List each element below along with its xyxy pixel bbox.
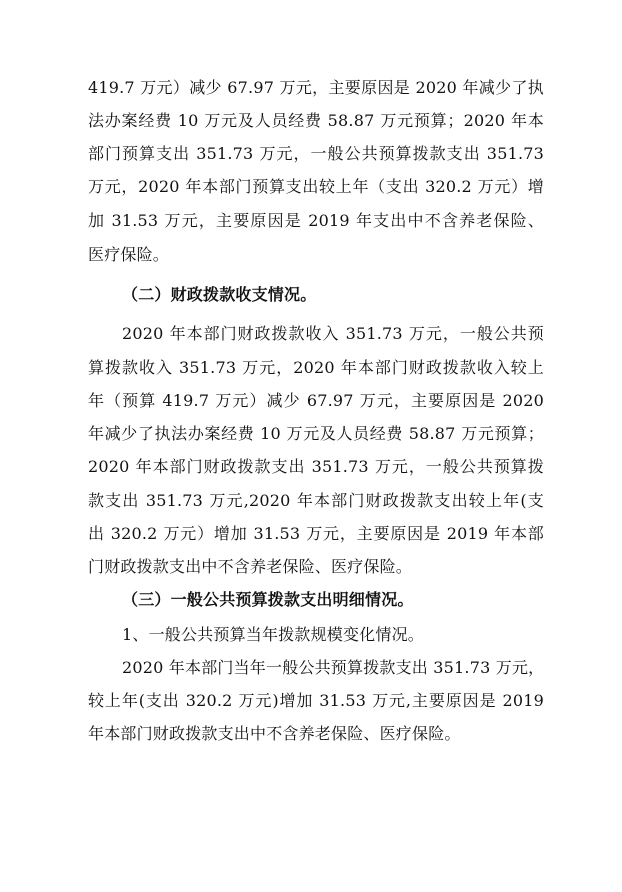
- paragraph-line: 款支出 351.73 万元,2020 年本部门财政拨款支出较上年(支: [88, 491, 544, 510]
- paragraph-line: 年减少了执法办案经费 10 万元及人员经费 58.87 万元预算；: [88, 424, 544, 443]
- section-heading: （三）一般公共预算拨款支出明细情况。: [122, 590, 414, 609]
- paragraph-line: 门财政拨款支出中不含养老保险、医疗保险。: [88, 557, 413, 576]
- paragraph-line: 419.7 万元）减少 67.97 万元，主要原因是 2020 年减少了执: [88, 78, 544, 97]
- paragraph-line: 出 320.2 万元）增加 31.53 万元，主要原因是 2019 年本部: [88, 524, 544, 543]
- paragraph-line: 部门预算支出 351.73 万元，一般公共预算拨款支出 351.73: [88, 144, 544, 163]
- paragraph-line: 年本部门财政拨款支出中不含养老保险、医疗保险。: [88, 724, 461, 743]
- paragraph-line: 1、一般公共预算当年拨款规模变化情况。: [122, 625, 424, 644]
- paragraph-line: 年（预算 419.7 万元）减少 67.97 万元，主要原因是 2020: [88, 391, 544, 410]
- paragraph-line: 2020 年本部门财政拨款收入 351.73 万元，一般公共预: [122, 324, 544, 343]
- paragraph-line: 2020 年本部门当年一般公共预算拨款支出 351.73 万元，: [122, 658, 544, 677]
- paragraph-line: 法办案经费 10 万元及人员经费 58.87 万元预算；2020 年本: [88, 111, 544, 130]
- paragraph-line: 算拨款收入 351.73 万元，2020 年本部门财政拨款收入较上: [88, 358, 544, 377]
- paragraph-line: 较上年(支出 320.2 万元)增加 31.53 万元,主要原因是 2019: [88, 691, 544, 710]
- paragraph-line: 医疗保险。: [88, 245, 170, 264]
- paragraph-line: 加 31.53 万元，主要原因是 2019 年支出中不含养老保险、: [88, 211, 544, 230]
- section-heading: （二）财政拨款收支情况。: [122, 285, 317, 304]
- paragraph-line: 2020 年本部门财政拨款支出 351.73 万元，一般公共预算拨: [88, 457, 544, 476]
- paragraph-line: 万元，2020 年本部门预算支出较上年（支出 320.2 万元）增: [88, 177, 544, 196]
